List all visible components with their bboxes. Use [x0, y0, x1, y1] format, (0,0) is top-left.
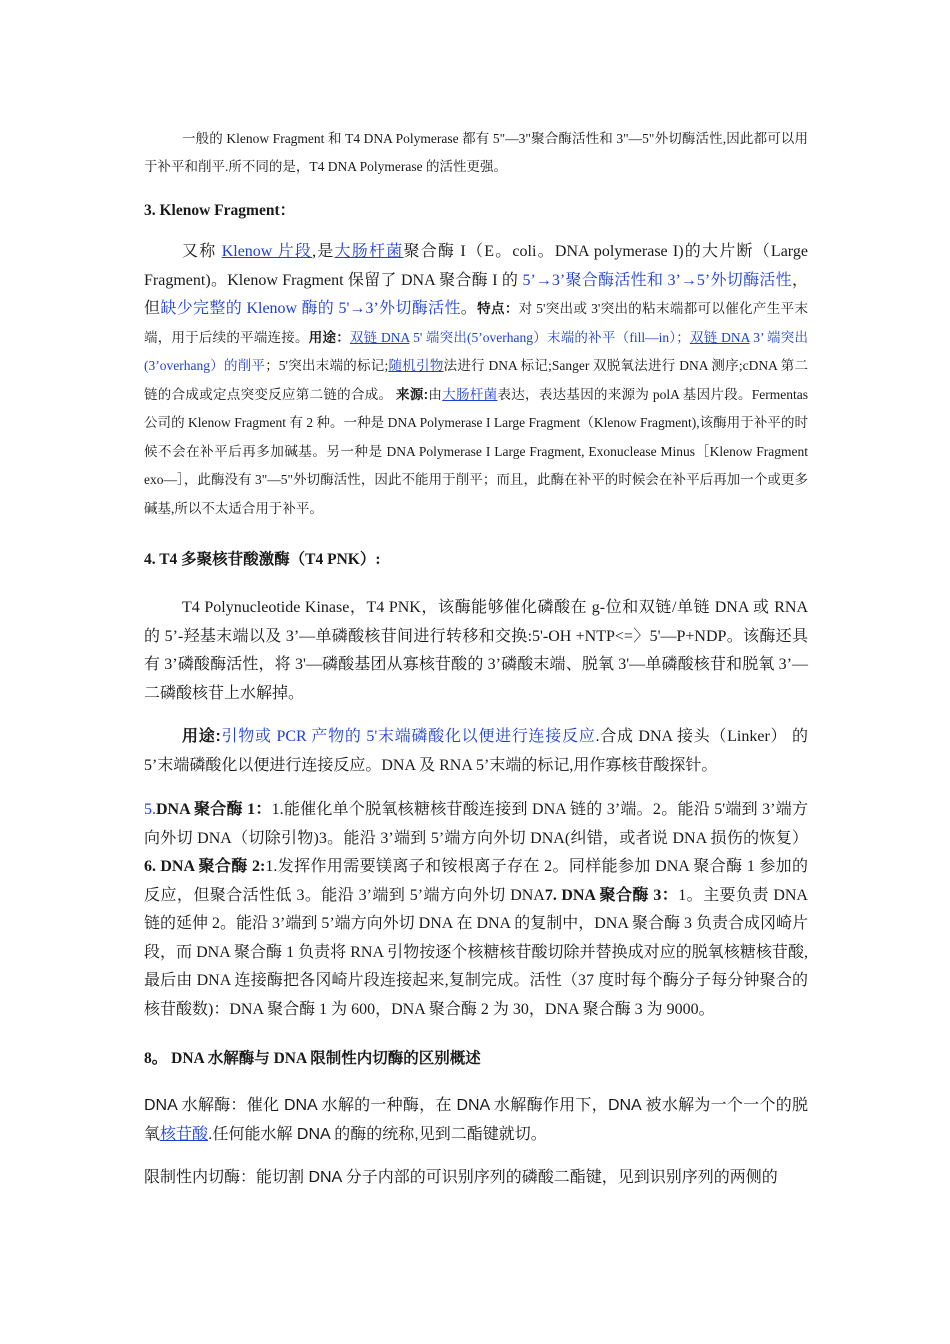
heading-klenow: 3. Klenow Fragment： [144, 202, 296, 219]
nucleotide-link[interactable]: 核苷酸 [160, 1125, 209, 1143]
section-number-7: 7. [544, 886, 557, 904]
ecoli-link[interactable]: 大肠杆菌 [334, 243, 404, 260]
klenow-fragment-link[interactable]: Klenow 片段 [221, 243, 313, 260]
dsdna-link-1[interactable]: 双链 DNA [349, 329, 410, 345]
nuclease-paragraph: DNA 水解酶：催化 DNA 水解的一种酶，在 DNA 水解酶作用下，DNA 被水解为一个一个的脱氧核苷酸.任何能水解 DNA 的酶的统称,见到二酯键就切。 [144, 1097, 808, 1143]
heading-nuclease: 8。 DNA 水解酶与 DNA 限制性内切酶的区别概述 [144, 1050, 481, 1067]
t4-pnk-use-paragraph: 用途:引物或 PCR 产物的 5'末端磷酸化以便进行连接反应.合成 DNA 接头（Linker） 的 5’末端磷酸化以便进行连接反应。DNA 及 RNA 5’末端的标记,用作寡核苷酸探针。 [144, 728, 808, 774]
dna-polymerase-paragraph: 5.DNA 聚合酶 1：1.能催化单个脱氧核糖核苷酸连接到 DNA 链的 3’端。2。能沿 5'端到 3’端方向外切 DNA（切除引物)3。能沿 3’端到 5’端方向外切 DNA(纠错，或者说 DNA 损伤的恢复）6. DNA 聚合酶 2:1.发挥作用需要镁离子和铵根离子存在 2。同样能参加 DNA 聚合酶 1 参加的反应，但聚合活性低 3。能沿 3’端到 5’端方向外切 DNA7. DNA 聚合酶 3：1。主要负责 DNA 链的延伸 2。能沿 3’端到 5’端方向外切 DNA 在 DNA 的复制中，DNA 聚合酶 3 负责合成冈崎片段，而 DNA 聚合酶 1 负责将 RNA 引物按逐个核糖核苷酸切除并替换成对应的脱氧核糖核苷酸,最后由 DNA 连接酶把各冈崎片段连接起来,复制完成。活性（37 度时每个酶分子每分钟聚合的核苷酸数)：DNA 聚合酶 1 为 600，DNA 聚合酶 2 为 30，DNA 聚合酶 3 为 9000。 [144, 801, 809, 1018]
random-primer-link[interactable]: 随机引物 [388, 358, 444, 373]
dsdna-link-2[interactable]: 双链 DNA [689, 329, 750, 345]
ecoli-link-2[interactable]: 大肠杆菌 [442, 386, 498, 402]
klenow-paragraph: 又称 Klenow 片段,是大肠杆菌聚合酶 I（E。coli。DNA polymerase I)的大片断（Large Fragment)。Klenow Fragment 保留了 DNA 聚合酶 I 的 5’→3’聚合酶活性和 3’→5’外切酶活性，但缺少完整的 Klenow 酶的 5'→3’外切酶活性。特点：对 5'突出或 3'突出的粘末端都可以催化产生平末端，用于后续的平端连接。用途：双链 DNA 5' 端突出(5’overhang）末端的补平（fill—in）；双链 DNA 3’ 端突出(3’overhang）的削平；5'突出末端的标记;随机引物法进行 DNA 标记;Sanger 双脱氧法进行 DNA 测序;cDNA 第二链的合成或定点突变反应第二链的合成。 来源:由大肠杆菌表达，表达基因的来源为 polA 基因片段。Fermentas 公司的 Klenow Fragment 有 2 种。一种是 DNA Polymerase I Large Fragment（Klenow Fragment),该酶用于补平的时候不会在补平后再多加碱基。另一种是 DNA Polymerase I Large Fragment, Exonuclease Minus［Klenow Fragment exo—］，此酶没有 3"—5"外切酶活性，因此不能用于削平；而且，此酶在补平的时候会在补平后再加一个或更多碱基,所以不太适合用于补平。 [144, 243, 809, 516]
intro-paragraph: 一般的 Klenow Fragment 和 T4 DNA Polymerase 都有 5"—3"聚合酶活性和 3"—5"外切酶活性,因此都可以用于补平和削平.所不同的是，T4 DNA Polymerase 的活性更强。 [144, 131, 808, 174]
section-number-5: 5. [144, 801, 156, 818]
heading-pol2: 6. DNA 聚合酶 2: [144, 858, 266, 875]
feature-label: 特点： [477, 301, 519, 316]
t4-use-label: 用途: [182, 728, 221, 745]
source-label: 来源: [396, 386, 429, 402]
t4-use-highlight: 引物或 PCR 产物的 5'末端磷酸化以便进行连接反应 [220, 728, 596, 745]
heading-pol3: DNA 聚合酶 3： [556, 886, 679, 904]
missing-activity-text: 缺少完整的 Klenow 酶的 5'→3’外切酶活性 [160, 300, 461, 317]
polymerase-activity-text: 5’→3’聚合酶活性和 3’→5’外切酶活性 [522, 271, 792, 289]
restriction-paragraph: 限制性内切酶：能切割 DNA 分子内部的可识别序列的磷酸二酯键，见到识别序列的两侧的 [144, 1169, 778, 1186]
heading-t4-pnk: 4. T4 多聚核苷酸激酶（T4 PNK）: [144, 551, 381, 568]
t4-pnk-paragraph: T4 Polynucleotide Kinase，T4 PNK，该酶能够催化磷酸在 g-位和双链/单链 DNA 或 RNA 的 5’-羟基末端以及 3’—单磷酸核苷间进行转移和交换:5'-OH +NTP<=〉5'—P+NDP。该酶还具有 3’磷酸酶活性，将 3'—磷酸基团从寡核苷酸的 3’磷酸末端、脱氧 3'—单磷酸核苷和脱氧 3’—二磷酸核苷上水解掉。 [144, 599, 808, 702]
heading-pol1: DNA 聚合酶 1： [156, 801, 272, 818]
use-label: 用途： [308, 329, 350, 345]
